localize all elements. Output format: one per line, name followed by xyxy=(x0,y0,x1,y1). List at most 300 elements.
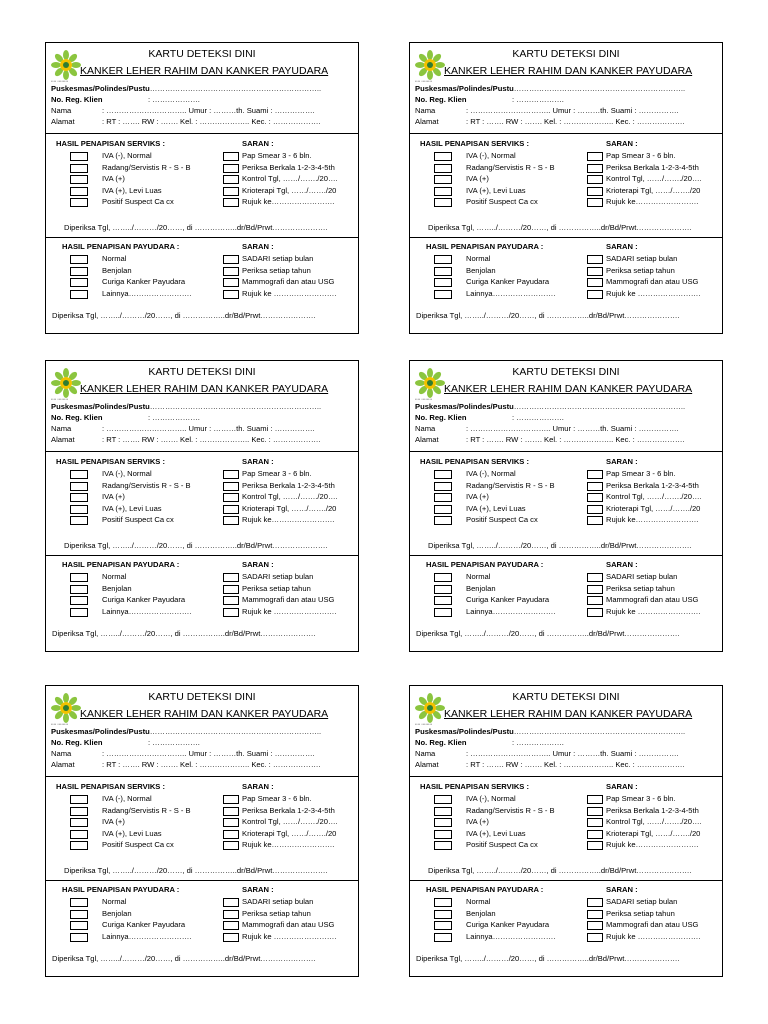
serviks-option-label: Positif Suspect Ca cx xyxy=(102,840,174,849)
serviks-exam-line: Diperiksa Tgl, ……../………/20……, di ……………..dr/Bd/Prwt…………………. xyxy=(428,223,692,232)
serviks-saran-checkbox[interactable] xyxy=(587,818,603,827)
puskesmas-value: ………………………………………………………….. xyxy=(149,727,322,736)
detection-card xyxy=(409,42,723,334)
payudara-option-checkbox[interactable] xyxy=(70,290,88,299)
nama-value: : ………………………….. Umur : ………th. Suami : ……………. xyxy=(466,749,679,758)
puskesmas-value: ………………………………………………………….. xyxy=(149,84,322,93)
serviks-saran-label: Krioterapi Tgl, ……/……./20 xyxy=(242,185,337,195)
puskesmas-row xyxy=(51,727,321,737)
serviks-option-label: IVA (-), Normal xyxy=(102,151,152,160)
payudara-option-label: Benjolan xyxy=(102,265,132,275)
payudara-option-label: Lainnya……………………. xyxy=(102,931,192,941)
serviks-option-checkbox[interactable] xyxy=(434,830,452,839)
divider xyxy=(410,776,722,777)
serviks-saran-label: Pap Smear 3 - 6 bln. xyxy=(242,794,312,803)
serviks-saran-checkbox[interactable] xyxy=(223,807,239,816)
serviks-exam-line: Diperiksa Tgl, ……../………/20……, di ……………..dr/Bd/Prwt…………………. xyxy=(428,866,692,875)
serviks-option-label: Radang/Servistis R - S - B xyxy=(466,480,555,490)
payudara-option-label: Benjolan xyxy=(466,583,496,593)
payudara-option-checkbox[interactable] xyxy=(70,898,88,907)
serviks-option-checkbox[interactable] xyxy=(434,175,452,184)
payudara-saran-checkbox[interactable] xyxy=(587,278,603,287)
serviks-option-label: Positif Suspect Ca cx xyxy=(102,515,174,524)
serviks-option-checkbox[interactable] xyxy=(434,505,452,514)
card-subtitle: KANKER LEHER RAHIM DAN KANKER PAYUDARA xyxy=(80,383,329,395)
payudara-header: HASIL PENAPISAN PAYUDARA : xyxy=(426,560,544,569)
payudara-exam-line: Diperiksa Tgl, ……../………/20……, di ……………..dr/Bd/Prwt…………………. xyxy=(52,311,316,320)
serviks-saran-label: Periksa Berkala 1-2-3-4-5th xyxy=(242,162,335,172)
serviks-option-checkbox[interactable] xyxy=(70,198,88,207)
logo-caption: •••• •••••••• xyxy=(415,397,433,401)
payudara-option-label: Curiga Kanker Payudara xyxy=(466,920,550,929)
payudara-saran-checkbox[interactable] xyxy=(223,933,239,942)
alamat-label: Alamat xyxy=(51,435,75,444)
serviks-exam-line: Diperiksa Tgl, ……../………/20……, di ……………..dr/Bd/Prwt…………………. xyxy=(64,541,328,550)
noreg-value: : ………………. xyxy=(148,95,200,104)
logo-caption: •••• •••••••• xyxy=(51,397,69,401)
payudara-header: HASIL PENAPISAN PAYUDARA : xyxy=(62,885,180,894)
serviks-saran-checkbox[interactable] xyxy=(223,795,239,804)
payudara-saran-label: SADARI setiap bulan xyxy=(606,572,678,581)
puskesmas-value: ………………………………………………………….. xyxy=(149,402,322,411)
serviks-option-checkbox[interactable] xyxy=(434,482,452,491)
serviks-saran-checkbox[interactable] xyxy=(587,493,603,502)
serviks-saran-label: Krioterapi Tgl, ……/……./20 xyxy=(606,828,701,838)
serviks-saran-label: Pap Smear 3 - 6 bln. xyxy=(606,469,676,478)
serviks-option-label: IVA (+) xyxy=(466,817,489,826)
serviks-option-checkbox[interactable] xyxy=(434,807,452,816)
nama-value: : ………………………….. Umur : ………th. Suami : ……………. xyxy=(102,106,315,115)
serviks-saran-label: Kontrol Tgl, ……/……./20…. xyxy=(606,174,702,183)
serviks-option-checkbox[interactable] xyxy=(70,818,88,827)
payudara-saran-label: Rujuk ke ……………………. xyxy=(242,288,337,298)
payudara-saran-label: Periksa setiap tahun xyxy=(606,265,675,275)
noreg-label: No. Reg. Klien xyxy=(51,738,103,747)
card-subtitle: KANKER LEHER RAHIM DAN KANKER PAYUDARA xyxy=(444,65,693,77)
serviks-saran-checkbox[interactable] xyxy=(587,187,603,196)
serviks-option-label: Radang/Servistis R - S - B xyxy=(102,162,191,172)
payudara-saran-checkbox[interactable] xyxy=(223,585,239,594)
serviks-header: HASIL PENAPISAN SERVIKS : xyxy=(420,139,530,148)
payudara-saran-label: SADARI setiap bulan xyxy=(606,254,678,263)
payudara-saran-checkbox[interactable] xyxy=(223,573,239,582)
payudara-option-checkbox[interactable] xyxy=(434,267,452,276)
payudara-option-checkbox[interactable] xyxy=(70,921,88,930)
serviks-saran-checkbox[interactable] xyxy=(223,482,239,491)
serviks-option-checkbox[interactable] xyxy=(434,164,452,173)
payudara-option-checkbox[interactable] xyxy=(434,585,452,594)
payudara-saran-checkbox[interactable] xyxy=(587,921,603,930)
payudara-option-label: Lainnya……………………. xyxy=(102,606,192,616)
payudara-saran-checkbox[interactable] xyxy=(587,255,603,264)
nama-label: Nama xyxy=(51,424,72,433)
payudara-option-checkbox[interactable] xyxy=(70,255,88,264)
payudara-saran-checkbox[interactable] xyxy=(587,933,603,942)
payudara-option-checkbox[interactable] xyxy=(434,921,452,930)
divider xyxy=(46,237,358,238)
serviks-exam-line: Diperiksa Tgl, ……../………/20……, di ……………..dr/Bd/Prwt…………………. xyxy=(64,223,328,232)
serviks-option-checkbox[interactable] xyxy=(70,493,88,502)
serviks-header: HASIL PENAPISAN SERVIKS : xyxy=(56,782,166,791)
serviks-saran-label: Kontrol Tgl, ……/……./20…. xyxy=(242,174,338,183)
serviks-option-checkbox[interactable] xyxy=(70,830,88,839)
serviks-header: HASIL PENAPISAN SERVIKS : xyxy=(420,457,530,466)
serviks-option-label: IVA (+) xyxy=(466,492,489,501)
serviks-saran-label: Rujuk ke……………………. xyxy=(606,840,699,849)
serviks-saran-checkbox[interactable] xyxy=(587,841,603,850)
puskesmas-row xyxy=(415,727,685,737)
payudara-option-label: Lainnya……………………. xyxy=(102,288,192,298)
detection-card xyxy=(409,360,723,652)
alamat-label: Alamat xyxy=(415,117,439,126)
alamat-value: : RT : ……. RW : ……. Kel. : ……………….. Kec. : ………………. xyxy=(466,117,685,126)
payudara-saran-checkbox[interactable] xyxy=(223,898,239,907)
serviks-saran-checkbox[interactable] xyxy=(587,175,603,184)
serviks-option-checkbox[interactable] xyxy=(434,187,452,196)
payudara-saran-checkbox[interactable] xyxy=(587,573,603,582)
payudara-saran-checkbox[interactable] xyxy=(223,910,239,919)
serviks-saran-header: SARAN : xyxy=(242,782,274,791)
alamat-value: : RT : ……. RW : ……. Kel. : ……………….. Kec. : ………………. xyxy=(466,435,685,444)
card-title: KARTU DETEKSI DINI xyxy=(512,691,620,703)
payudara-saran-label: Mammografi dan atau USG xyxy=(606,595,699,604)
payudara-option-label: Benjolan xyxy=(102,908,132,918)
card-subtitle: KANKER LEHER RAHIM DAN KANKER PAYUDARA xyxy=(444,708,693,720)
serviks-option-label: Positif Suspect Ca cx xyxy=(466,197,538,206)
payudara-header: HASIL PENAPISAN PAYUDARA : xyxy=(62,560,180,569)
serviks-header: HASIL PENAPISAN SERVIKS : xyxy=(56,139,166,148)
alamat-label: Alamat xyxy=(51,760,75,769)
noreg-value: : ………………. xyxy=(148,413,200,422)
payudara-saran-checkbox[interactable] xyxy=(587,585,603,594)
noreg-label: No. Reg. Klien xyxy=(51,95,103,104)
serviks-option-label: IVA (+), Levi Luas xyxy=(466,503,526,513)
serviks-option-checkbox[interactable] xyxy=(434,152,452,161)
serviks-option-label: IVA (+) xyxy=(102,817,125,826)
card-subtitle: KANKER LEHER RAHIM DAN KANKER PAYUDARA xyxy=(444,383,693,395)
payudara-option-checkbox[interactable] xyxy=(70,573,88,582)
serviks-option-checkbox[interactable] xyxy=(70,175,88,184)
serviks-saran-checkbox[interactable] xyxy=(587,830,603,839)
serviks-saran-checkbox[interactable] xyxy=(223,505,239,514)
nama-value: : ………………………….. Umur : ………th. Suami : ……………. xyxy=(466,106,679,115)
serviks-saran-header: SARAN : xyxy=(242,457,274,466)
serviks-saran-label: Periksa Berkala 1-2-3-4-5th xyxy=(242,805,335,815)
payudara-option-checkbox[interactable] xyxy=(434,910,452,919)
payudara-option-checkbox[interactable] xyxy=(70,267,88,276)
payudara-option-label: Lainnya……………………. xyxy=(466,606,556,616)
alamat-label: Alamat xyxy=(415,435,439,444)
payudara-saran-label: Mammografi dan atau USG xyxy=(242,595,335,604)
payudara-saran-checkbox[interactable] xyxy=(587,608,603,617)
serviks-saran-label: Krioterapi Tgl, ……/……./20 xyxy=(606,185,701,195)
serviks-saran-checkbox[interactable] xyxy=(223,830,239,839)
serviks-header: HASIL PENAPISAN SERVIKS : xyxy=(420,782,530,791)
serviks-saran-checkbox[interactable] xyxy=(587,164,603,173)
serviks-saran-label: Krioterapi Tgl, ……/……./20 xyxy=(242,503,337,513)
payudara-saran-label: SADARI setiap bulan xyxy=(606,897,678,906)
card-subtitle: KANKER LEHER RAHIM DAN KANKER PAYUDARA xyxy=(80,65,329,77)
puskesmas-label: Puskesmas/Polindes/Pustu xyxy=(51,402,150,411)
payudara-exam-line: Diperiksa Tgl, ……../………/20……, di ……………..dr/Bd/Prwt…………………. xyxy=(416,954,680,963)
payudara-option-checkbox[interactable] xyxy=(70,585,88,594)
serviks-option-checkbox[interactable] xyxy=(70,841,88,850)
alamat-label: Alamat xyxy=(51,117,75,126)
serviks-saran-checkbox[interactable] xyxy=(223,493,239,502)
serviks-option-checkbox[interactable] xyxy=(434,198,452,207)
serviks-option-label: IVA (-), Normal xyxy=(466,151,516,160)
payudara-saran-label: Rujuk ke ……………………. xyxy=(606,606,701,616)
payudara-option-checkbox[interactable] xyxy=(434,290,452,299)
divider xyxy=(410,880,722,881)
payudara-saran-label: SADARI setiap bulan xyxy=(242,572,314,581)
puskesmas-row xyxy=(415,84,685,94)
payudara-option-checkbox[interactable] xyxy=(70,278,88,287)
card-title: KARTU DETEKSI DINI xyxy=(512,366,620,378)
serviks-saran-checkbox[interactable] xyxy=(587,505,603,514)
logo-caption: •••• •••••••• xyxy=(415,722,433,726)
serviks-saran-checkbox[interactable] xyxy=(587,795,603,804)
serviks-option-label: Positif Suspect Ca cx xyxy=(466,515,538,524)
alamat-value: : RT : ……. RW : ……. Kel. : ……………….. Kec. : ………………. xyxy=(102,435,321,444)
serviks-saran-checkbox[interactable] xyxy=(223,818,239,827)
serviks-option-label: IVA (-), Normal xyxy=(102,469,152,478)
serviks-saran-checkbox[interactable] xyxy=(223,187,239,196)
serviks-saran-label: Pap Smear 3 - 6 bln. xyxy=(606,151,676,160)
serviks-saran-checkbox[interactable] xyxy=(223,175,239,184)
serviks-saran-checkbox[interactable] xyxy=(223,470,239,479)
alamat-value: : RT : ……. RW : ……. Kel. : ……………….. Kec. : ………………. xyxy=(466,760,685,769)
noreg-value: : ………………. xyxy=(512,738,564,747)
alamat-value: : RT : ……. RW : ……. Kel. : ……………….. Kec. : ………………. xyxy=(102,760,321,769)
payudara-option-checkbox[interactable] xyxy=(434,608,452,617)
serviks-saran-checkbox[interactable] xyxy=(587,470,603,479)
payudara-header: HASIL PENAPISAN PAYUDARA : xyxy=(62,242,180,251)
payudara-option-label: Lainnya……………………. xyxy=(466,288,556,298)
payudara-option-checkbox[interactable] xyxy=(70,933,88,942)
serviks-saran-checkbox[interactable] xyxy=(223,516,239,525)
serviks-option-checkbox[interactable] xyxy=(434,795,452,804)
payudara-saran-label: Rujuk ke ……………………. xyxy=(606,931,701,941)
serviks-saran-checkbox[interactable] xyxy=(587,807,603,816)
puskesmas-label: Puskesmas/Polindes/Pustu xyxy=(415,84,514,93)
payudara-option-checkbox[interactable] xyxy=(434,898,452,907)
serviks-option-checkbox[interactable] xyxy=(434,470,452,479)
payudara-option-checkbox[interactable] xyxy=(434,278,452,287)
serviks-option-label: IVA (-), Normal xyxy=(466,794,516,803)
noreg-label: No. Reg. Klien xyxy=(51,413,103,422)
payudara-option-label: Curiga Kanker Payudara xyxy=(102,595,186,604)
puskesmas-value: ………………………………………………………….. xyxy=(513,84,686,93)
payudara-saran-checkbox[interactable] xyxy=(223,596,239,605)
payudara-saran-checkbox[interactable] xyxy=(223,290,239,299)
payudara-option-checkbox[interactable] xyxy=(434,255,452,264)
serviks-option-checkbox[interactable] xyxy=(70,152,88,161)
payudara-exam-line: Diperiksa Tgl, ……../………/20……, di ……………..dr/Bd/Prwt…………………. xyxy=(52,629,316,638)
payudara-saran-checkbox[interactable] xyxy=(587,898,603,907)
puskesmas-row xyxy=(415,402,685,412)
payudara-saran-checkbox[interactable] xyxy=(223,921,239,930)
serviks-option-checkbox[interactable] xyxy=(70,187,88,196)
serviks-option-checkbox[interactable] xyxy=(70,505,88,514)
serviks-saran-label: Krioterapi Tgl, ……/……./20 xyxy=(606,503,701,513)
payudara-saran-label: Rujuk ke ……………………. xyxy=(242,931,337,941)
payudara-saran-label: Mammografi dan atau USG xyxy=(242,920,335,929)
payudara-option-checkbox[interactable] xyxy=(434,933,452,942)
payudara-option-checkbox[interactable] xyxy=(434,573,452,582)
serviks-option-label: IVA (-), Normal xyxy=(466,469,516,478)
card-title: KARTU DETEKSI DINI xyxy=(148,366,256,378)
detection-card xyxy=(409,685,723,977)
puskesmas-row xyxy=(51,402,321,412)
serviks-option-label: IVA (+) xyxy=(466,174,489,183)
nama-value: : ………………………….. Umur : ………th. Suami : ……………. xyxy=(466,424,679,433)
serviks-saran-label: Rujuk ke……………………. xyxy=(242,515,335,524)
puskesmas-row xyxy=(51,84,321,94)
payudara-saran-label: Rujuk ke ……………………. xyxy=(606,288,701,298)
noreg-value: : ………………. xyxy=(512,95,564,104)
payudara-saran-checkbox[interactable] xyxy=(587,267,603,276)
noreg-label: No. Reg. Klien xyxy=(415,738,467,747)
divider xyxy=(410,133,722,134)
payudara-saran-label: Periksa setiap tahun xyxy=(606,583,675,593)
serviks-option-checkbox[interactable] xyxy=(70,470,88,479)
serviks-saran-label: Periksa Berkala 1-2-3-4-5th xyxy=(606,162,699,172)
payudara-saran-checkbox[interactable] xyxy=(587,596,603,605)
serviks-saran-header: SARAN : xyxy=(606,139,638,148)
payudara-saran-label: Mammografi dan atau USG xyxy=(242,277,335,286)
serviks-option-label: IVA (+), Levi Luas xyxy=(466,828,526,838)
serviks-saran-label: Kontrol Tgl, ……/……./20…. xyxy=(242,817,338,826)
serviks-option-label: Positif Suspect Ca cx xyxy=(102,197,174,206)
payudara-saran-header: SARAN : xyxy=(242,885,274,894)
serviks-saran-label: Pap Smear 3 - 6 bln. xyxy=(242,151,312,160)
noreg-value: : ………………. xyxy=(512,413,564,422)
serviks-saran-checkbox[interactable] xyxy=(223,152,239,161)
serviks-option-checkbox[interactable] xyxy=(70,516,88,525)
payudara-option-label: Curiga Kanker Payudara xyxy=(102,277,186,286)
nama-label: Nama xyxy=(51,106,72,115)
payudara-saran-header: SARAN : xyxy=(606,560,638,569)
payudara-option-label: Normal xyxy=(102,572,127,581)
payudara-saran-checkbox[interactable] xyxy=(223,267,239,276)
payudara-saran-checkbox[interactable] xyxy=(223,278,239,287)
payudara-saran-checkbox[interactable] xyxy=(587,290,603,299)
serviks-saran-label: Kontrol Tgl, ……/……./20…. xyxy=(242,492,338,501)
serviks-option-checkbox[interactable] xyxy=(434,841,452,850)
serviks-saran-label: Pap Smear 3 - 6 bln. xyxy=(242,469,312,478)
detection-card xyxy=(45,42,359,334)
payudara-option-label: Normal xyxy=(102,897,127,906)
logo-caption: •••• •••••••• xyxy=(51,722,69,726)
serviks-saran-checkbox[interactable] xyxy=(223,164,239,173)
serviks-option-checkbox[interactable] xyxy=(434,516,452,525)
serviks-saran-header: SARAN : xyxy=(606,782,638,791)
serviks-option-checkbox[interactable] xyxy=(434,493,452,502)
payudara-saran-label: Periksa setiap tahun xyxy=(242,908,311,918)
payudara-saran-header: SARAN : xyxy=(606,885,638,894)
payudara-option-label: Normal xyxy=(102,254,127,263)
serviks-saran-checkbox[interactable] xyxy=(223,198,239,207)
payudara-saran-label: Periksa setiap tahun xyxy=(242,265,311,275)
payudara-saran-header: SARAN : xyxy=(242,242,274,251)
divider xyxy=(46,451,358,452)
serviks-exam-line: Diperiksa Tgl, ……../………/20……, di ……………..dr/Bd/Prwt…………………. xyxy=(64,866,328,875)
divider xyxy=(46,555,358,556)
serviks-saran-checkbox[interactable] xyxy=(587,198,603,207)
noreg-label: No. Reg. Klien xyxy=(415,413,467,422)
payudara-option-checkbox[interactable] xyxy=(70,910,88,919)
noreg-label: No. Reg. Klien xyxy=(415,95,467,104)
serviks-option-checkbox[interactable] xyxy=(70,164,88,173)
payudara-saran-label: SADARI setiap bulan xyxy=(242,254,314,263)
payudara-option-label: Normal xyxy=(466,897,491,906)
serviks-saran-label: Periksa Berkala 1-2-3-4-5th xyxy=(606,805,699,815)
payudara-saran-checkbox[interactable] xyxy=(587,910,603,919)
payudara-saran-checkbox[interactable] xyxy=(223,255,239,264)
serviks-option-checkbox[interactable] xyxy=(70,795,88,804)
serviks-saran-label: Rujuk ke……………………. xyxy=(606,197,699,206)
serviks-option-label: IVA (+) xyxy=(102,492,125,501)
serviks-option-checkbox[interactable] xyxy=(434,818,452,827)
serviks-saran-label: Pap Smear 3 - 6 bln. xyxy=(606,794,676,803)
payudara-saran-checkbox[interactable] xyxy=(223,608,239,617)
payudara-exam-line: Diperiksa Tgl, ……../………/20……, di ……………..dr/Bd/Prwt…………………. xyxy=(416,629,680,638)
divider xyxy=(46,880,358,881)
puskesmas-label: Puskesmas/Polindes/Pustu xyxy=(415,402,514,411)
serviks-saran-label: Krioterapi Tgl, ……/……./20 xyxy=(242,828,337,838)
serviks-saran-header: SARAN : xyxy=(606,457,638,466)
payudara-saran-label: Periksa setiap tahun xyxy=(606,908,675,918)
card-subtitle: KANKER LEHER RAHIM DAN KANKER PAYUDARA xyxy=(80,708,329,720)
divider xyxy=(410,237,722,238)
serviks-option-checkbox[interactable] xyxy=(70,807,88,816)
serviks-option-checkbox[interactable] xyxy=(70,482,88,491)
serviks-saran-checkbox[interactable] xyxy=(587,482,603,491)
puskesmas-label: Puskesmas/Polindes/Pustu xyxy=(415,727,514,736)
serviks-saran-checkbox[interactable] xyxy=(587,152,603,161)
noreg-value: : ………………. xyxy=(148,738,200,747)
payudara-saran-header: SARAN : xyxy=(242,560,274,569)
serviks-saran-checkbox[interactable] xyxy=(223,841,239,850)
detection-card xyxy=(45,685,359,977)
puskesmas-label: Puskesmas/Polindes/Pustu xyxy=(51,727,150,736)
payudara-option-checkbox[interactable] xyxy=(434,596,452,605)
detection-card xyxy=(45,360,359,652)
payudara-option-checkbox[interactable] xyxy=(70,596,88,605)
payudara-saran-label: SADARI setiap bulan xyxy=(242,897,314,906)
nama-value: : ………………………….. Umur : ………th. Suami : ……………. xyxy=(102,749,315,758)
serviks-option-label: Radang/Servistis R - S - B xyxy=(102,805,191,815)
payudara-option-label: Curiga Kanker Payudara xyxy=(102,920,186,929)
payudara-exam-line: Diperiksa Tgl, ……../………/20……, di ……………..dr/Bd/Prwt…………………. xyxy=(52,954,316,963)
serviks-saran-checkbox[interactable] xyxy=(587,516,603,525)
serviks-option-label: Radang/Servistis R - S - B xyxy=(102,480,191,490)
serviks-option-label: Radang/Servistis R - S - B xyxy=(466,805,555,815)
payudara-saran-label: Periksa setiap tahun xyxy=(242,583,311,593)
divider xyxy=(410,451,722,452)
payudara-header: HASIL PENAPISAN PAYUDARA : xyxy=(426,885,544,894)
payudara-header: HASIL PENAPISAN PAYUDARA : xyxy=(426,242,544,251)
payudara-option-checkbox[interactable] xyxy=(70,608,88,617)
serviks-header: HASIL PENAPISAN SERVIKS : xyxy=(56,457,166,466)
payudara-option-label: Benjolan xyxy=(102,583,132,593)
divider xyxy=(46,776,358,777)
serviks-option-label: IVA (+), Levi Luas xyxy=(102,828,162,838)
alamat-label: Alamat xyxy=(415,760,439,769)
card-title: KARTU DETEKSI DINI xyxy=(148,48,256,60)
alamat-value: : RT : ……. RW : ……. Kel. : ……………….. Kec. : ………………. xyxy=(102,117,321,126)
